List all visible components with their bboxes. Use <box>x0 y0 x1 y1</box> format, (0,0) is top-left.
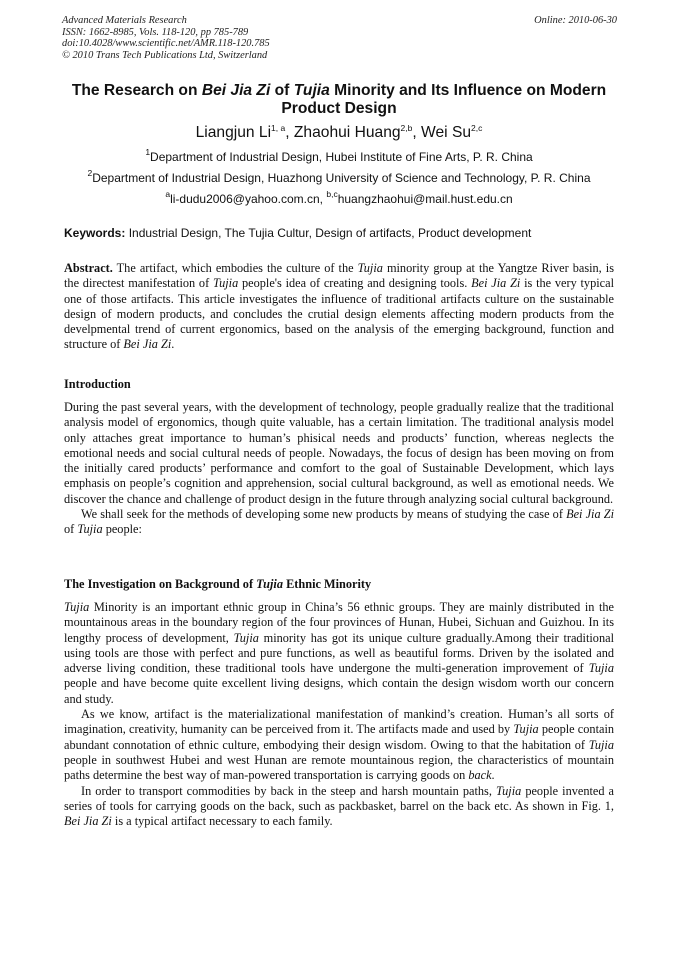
affiliation-1: $^1$Department of Industrial Design, Hubei Institute of Fine Arts, P. R. China <box>145 147 533 164</box>
journal-name: Advanced Materials Research <box>62 15 187 26</box>
online-date: Online: 2010-06-30 <box>534 15 617 26</box>
email-link[interactable]: huangzhaohui@mail.hust.edu.cn <box>337 192 513 206</box>
paper-title: The Research on Bei Jia Zi of Tujia Minority and Its Influence on Modern Product Design <box>71 82 607 117</box>
paragraph: As we know, artifact is the materializational manifestation of mankind’s creation. Human’s all sorts of imagination, creativity, humanity can be perceived from it. The artifacts made and used by Tujia people contain abundant connotation of ethnic culture, embodying their design wisdom. Owing to that the habitation of Tujia people in southwest Hubei and west Hunan are remote mountainous region, the characteristics of mountain paths determine the best way of man-powered transportation is carrying goods on back. <box>64 707 615 783</box>
paragraph: In order to transport commodities by back in the steep and harsh mountain paths, Tujia people invented a series of tools for carrying goods on the back, such as packbasket, barrel on the back etc. As shown in Fig. 1, Bei Jia Zi is a typical artifact necessary to each family. <box>64 783 615 829</box>
paragraph: Tujia Minority is an important ethnic group in China’s 56 ethnic groups. They are mainly distributed in the mountainous areas in the boundary region of the four provinces of Hunan, Hubei, Sichuan and Guizhou. In its lengthy process of development, Tujia minority has got its unique culture gradually.Among their traditional using tools are those with perfect and pure functions, as well as beautiful forms. Driven by the isolated and adverse living condition, these traditional tools have undergone the multi-generation improvement of Tujia people and have become quite excellent living designs, which contain the design wisdom worth our concern and study. <box>64 600 614 706</box>
journal-header <box>62 15 617 61</box>
introduction-body <box>64 400 614 538</box>
abstract: Abstract. The artifact, which embodies the culture of the Tujia minority group at the Yangtze River basin, is the directest manifestation of Tujia people's idea of creating and designing tools. Bei Jia Zi is the very typical one of those artifacts. This article investigates the influence of traditional artifacts culture on the sustainable design of modern products, and concludes the crutial design elements affecting modern products from the develpmental trend of current ergonomics, based on the analysis of the emerging background, function and structure of Bei Jia Zi. <box>64 261 615 352</box>
author-name: Zhaohui Huang <box>293 124 401 141</box>
issn-line: ISSN: 1662-8985, Vols. 118-120, pp 785-789 <box>62 26 249 38</box>
section-heading-investigation: The Investigation on Background of Tujia Ethnic Minority <box>64 577 372 591</box>
doi-line: doi:10.4028/www.scientific.net/AMR.118-120.785 <box>62 38 270 50</box>
author-name: Wei Su <box>421 124 472 141</box>
email-line: $^a$li-dudu2006@yahoo.com.cn, $^{b,c}$huangzhaohui@mail.hust.edu.cn <box>165 189 513 206</box>
affiliation-2: $^2$Department of Industrial Design, Huazhong University of Science and Technology, P. R. China <box>87 168 591 185</box>
email-link[interactable]: li-dudu2006@yahoo.com.cn, <box>170 192 324 206</box>
investigation-body <box>64 600 614 829</box>
paragraph: During the past several years, with the development of technology, people gradually realize that the traditional analysis model of ergonomics, though quite valuable, has a certain limitation. The traditional analysis model only attaches great importance to human’s phisical needs and products’ function, whereas neglects the emotional needs and social cultural needs of people. Nowadays, the focus of design has been moving on from the initially cared products’ performance and comfort to the goal of Sustainable Development, which lays emphasis on people’s cognition and apprehension, social cultural background, as well as emotional needs. We discover the chance and challenge of product design in the future through analyzing social cultural background. <box>64 400 614 506</box>
author-list: Liangjun Li$^{1, a}$, Zhaohui Huang$^{2,b}$, Wei Su$^{2,c}$ <box>195 123 483 141</box>
keywords: Keywords: Industrial Design, The Tujia Cultur, Design of artifacts, Product development <box>64 226 532 240</box>
section-heading-introduction: Introduction <box>64 377 131 391</box>
copyright-line: © 2010 Trans Tech Publications Ltd, Switzerland <box>62 49 268 61</box>
author-name: Liangjun Li <box>195 124 272 141</box>
paragraph: We shall seek for the methods of developing some new products by means of studying the case of Bei Jia Zi of Tujia people: <box>64 507 614 537</box>
